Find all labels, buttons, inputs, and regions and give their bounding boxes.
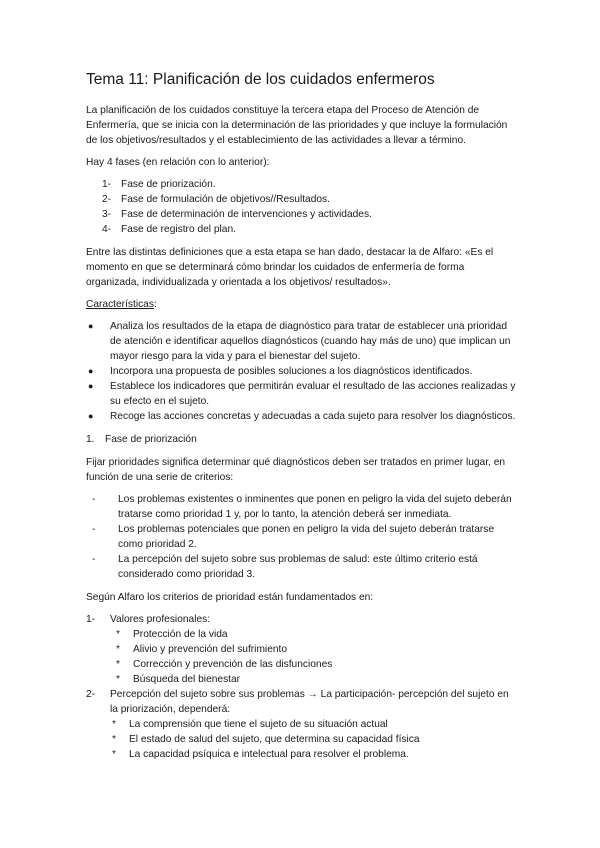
list-item: - Los problemas existentes o inminentes que ponen en peligro la vida del sujeto deberán tratarse como prioridad 1 y, por lo tanto, la atención deberá ser inmediata. — [92, 494, 512, 520]
list-item: ● Establece los indicadores que permitirán evaluar el resultado de las acciones realizadas y su efecto en el sujeto. — [88, 381, 516, 407]
list-item: * La capacidad psíquica e intelectual para resolver el problema. — [112, 749, 409, 760]
list-item: 1- Fase de priorización. — [102, 179, 216, 190]
bullet-icon: ● — [88, 366, 94, 376]
fases-intro: Hay 4 fases (en relación con lo anterior): — [86, 157, 270, 168]
list-item: * Protección de la vida — [116, 629, 228, 640]
caracteristicas-heading: Características: — [86, 299, 157, 310]
priorizacion-intro: Fijar prioridades significa determinar qué diagnósticos deben ser tratados en primer lugar, en función de una serie de criterios: — [86, 457, 506, 483]
bullet-icon: ● — [88, 321, 94, 331]
section-heading: 1. Fase de priorización — [86, 434, 197, 445]
criterios-list — [86, 492, 518, 582]
list-item: * La comprensión que tiene el sujeto de su situación actual — [112, 719, 388, 730]
list-item: 1- Valores profesionales: * Protección de la vida * Alivio y prevención del sufrimiento * Corrección y prevención de las disfunciones * Búsqueda del bienestar — [86, 612, 518, 687]
alfaro-definition: Entre las distintas definiciones que a esta etapa se han dado, destacar la de Alfaro: «Es el momento en que se determinará cómo brindar los cuidados de enfermería de forma organizada, individualizada y orientada a los objetivos/ resultados». — [86, 247, 494, 288]
list-item: ● Analiza los resultados de la etapa de diagnóstico para tratar de establecer una prioridad de atención e identificar aquellos diagnósticos (cuando hay más de uno) que implican un mayor riesgo para la vida y para el bienestar del sujeto. — [88, 321, 511, 362]
list-item: * El estado de salud del sujeto, que determina su capacidad física — [112, 734, 420, 745]
list-item: * Búsqueda del bienestar — [116, 674, 241, 685]
list-item: - Los problemas potenciales que ponen en peligro la vida del sujeto deberán tratarse como prioridad 2. — [92, 524, 495, 550]
list-item: 4- Fase de registro del plan. — [102, 224, 236, 235]
bullet-icon: ● — [88, 411, 94, 421]
fases-list — [102, 177, 518, 237]
list-item: 3- Fase de determinación de intervenciones y actividades. — [102, 209, 372, 220]
list-item: * Corrección y prevención de las disfunciones — [116, 659, 333, 670]
list-item: 2- Fase de formulación de objetivos//Resultados. — [102, 194, 330, 205]
page-title: Tema 11: Planificación de los cuidados enfermeros — [86, 71, 435, 88]
list-item: * Alivio y prevención del sufrimiento — [116, 644, 288, 655]
list-item: 2- Percepción del sujeto sobre sus problemas → La participación- percepción del sujeto en la priorización, dependerá: * La comprensión que tiene el sujeto de su situación actual * El estado de salud del sujeto, que determina su capacidad física * La capacidad psíquica e intelectual para resolver el problema. — [86, 687, 518, 762]
list-item: - La percepción del sujeto sobre sus problemas de salud: este último criterio está considerado como prioridad 3. — [92, 554, 478, 580]
sub-list — [112, 717, 518, 762]
alfaro-criterios-list — [86, 612, 518, 762]
intro-paragraph: La planificación de los cuidados constituye la tercera etapa del Proceso de Atención de Enfermería, que se inicia con la determinación de las prioridades y que incluye la formulación de los objetivos/resultados y el establecimiento de las actividades a llevar a término. — [86, 105, 508, 146]
list-item: ● Incorpora una propuesta de posibles soluciones a los diagnósticos identificados. — [88, 366, 473, 377]
alfaro-criterios-intro: Según Alfaro los criterios de prioridad están fundamentados en: — [86, 592, 374, 603]
bullet-icon: ● — [88, 381, 94, 391]
caracteristicas-list — [86, 319, 518, 424]
sub-list — [116, 627, 518, 687]
list-item: ● Recoge las acciones concretas y adecuadas a cada sujeto para resolver los diagnósticos. — [88, 411, 516, 422]
